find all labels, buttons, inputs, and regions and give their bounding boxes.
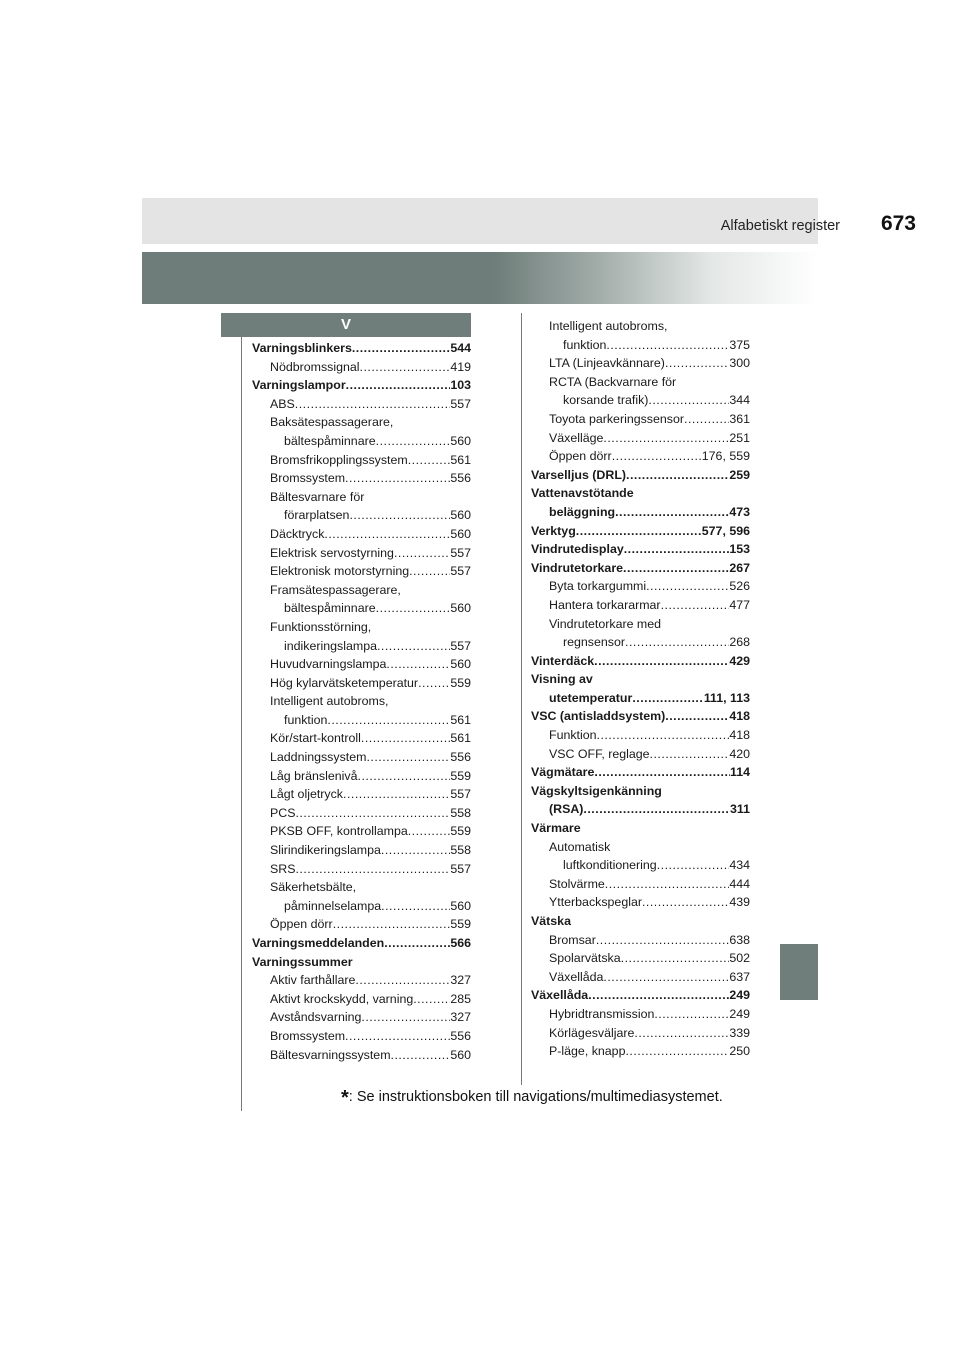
- index-entry: [531, 522, 750, 541]
- index-entry-page: 566: [450, 936, 471, 950]
- index-entry: [252, 432, 471, 451]
- index-entry-term: VSC OFF, reglage: [549, 746, 650, 761]
- dot-leader: [381, 897, 450, 916]
- index-entry-term: Varselljus (DRL): [531, 467, 627, 482]
- index-entry: [252, 729, 471, 748]
- dot-leader: [394, 544, 450, 563]
- index-entry: [531, 968, 750, 987]
- dot-leader: [612, 447, 702, 466]
- dot-leader: [376, 432, 451, 451]
- dot-leader: [409, 562, 450, 581]
- index-entry-term: Varningslampor: [252, 378, 346, 393]
- index-entry-page: 638: [729, 932, 750, 947]
- index-entry-page: 434: [729, 858, 750, 873]
- dot-leader: [343, 785, 450, 804]
- index-entry-page: 637: [729, 969, 750, 984]
- index-entry: [531, 670, 750, 689]
- index-entry-term: Funktionsstörning,: [270, 619, 372, 634]
- index-entry: [252, 395, 471, 414]
- index-entry-term: Öppen dörr: [270, 917, 333, 932]
- index-entry: [252, 748, 471, 767]
- index-entry: [252, 451, 471, 470]
- index-entry-term: Vindrutetorkare: [531, 560, 624, 575]
- dot-leader: [626, 466, 729, 485]
- index-entry: [531, 336, 750, 355]
- dot-leader: [642, 893, 729, 912]
- index-entry: [531, 633, 750, 652]
- dot-leader: [349, 506, 450, 525]
- dot-leader: [665, 707, 729, 726]
- index-entry-page: 103: [450, 378, 471, 393]
- index-entry: [252, 599, 471, 618]
- dot-leader: [594, 763, 730, 782]
- dot-leader: [324, 525, 450, 544]
- index-entry-term: beläggning: [549, 504, 616, 519]
- dot-leader: [355, 971, 450, 990]
- index-entry: [531, 726, 750, 745]
- index-entry: [252, 822, 471, 841]
- index-entry-term: Automatisk: [549, 839, 611, 854]
- index-entry-term: Säkerhetsbälte,: [270, 880, 357, 895]
- index-entry: [531, 1042, 750, 1061]
- dot-leader: [583, 800, 730, 819]
- index-entry-term: Växellåda: [549, 969, 604, 984]
- index-entry-term: ABS: [270, 396, 295, 411]
- dot-leader: [358, 767, 451, 786]
- index-entry: [531, 931, 750, 950]
- index-entry-term: Spolarvätska: [549, 951, 621, 966]
- index-column-left: [252, 339, 471, 1064]
- index-entry-term: Avståndsvarning: [270, 1010, 362, 1025]
- index-entry-page: 557: [450, 861, 471, 876]
- index-entry-page: 111, 113: [703, 690, 750, 705]
- index-entry-term: Laddningssystem: [270, 750, 367, 765]
- index-entry-page: 249: [729, 988, 750, 1003]
- index-entry-page: 251: [729, 430, 750, 445]
- index-entry-term: Hybridtransmission: [549, 1006, 655, 1021]
- index-entry-term: regnsensor: [563, 635, 625, 650]
- index-entry-page: 544: [450, 341, 471, 355]
- index-entry-page: 559: [450, 917, 471, 932]
- index-entry-page: 577, 596: [701, 523, 750, 538]
- index-entry-term: utetemperatur: [549, 690, 633, 705]
- index-entry: [531, 652, 750, 671]
- index-entry: [531, 373, 750, 392]
- index-entry-page: 560: [450, 526, 471, 541]
- index-entry: [531, 1005, 750, 1024]
- index-entry-page: 557: [450, 545, 471, 560]
- index-entry-term: Lågt oljetryck: [270, 787, 344, 802]
- index-entry: [252, 525, 471, 544]
- dot-leader: [413, 990, 450, 1009]
- index-entry-term: Aktiv farthållare: [270, 973, 356, 988]
- index-entry-term: Elektronisk motorstyrning: [270, 564, 410, 579]
- dot-leader: [648, 391, 729, 410]
- index-entry: [252, 711, 471, 730]
- index-entry: [252, 1027, 471, 1046]
- index-entry: [531, 689, 750, 708]
- dot-leader: [615, 503, 729, 522]
- dot-leader: [408, 822, 451, 841]
- index-entry-page: 250: [729, 1044, 750, 1059]
- index-entry-page: 418: [729, 709, 750, 724]
- index-entry-term: Vägskyltsigenkänning: [531, 783, 662, 798]
- index-entry: [252, 990, 471, 1009]
- index-entry: [252, 506, 471, 525]
- index-entry: [531, 391, 750, 410]
- index-entry-page: 267: [729, 560, 750, 575]
- dot-leader: [408, 451, 451, 470]
- dot-leader: [661, 596, 730, 615]
- index-entry-term: Varningssummer: [252, 954, 353, 969]
- dot-leader: [333, 915, 451, 934]
- header-gradient-bar: [142, 252, 818, 304]
- index-entry-term: Låg bränslenivå: [270, 768, 358, 783]
- index-entry-term: Vägmätare: [531, 765, 595, 780]
- index-entry: [252, 376, 471, 395]
- index-entry: [531, 800, 750, 819]
- dot-leader: [345, 469, 450, 488]
- index-entry-term: Stolvärme: [549, 876, 605, 891]
- dot-leader: [366, 748, 450, 767]
- index-entry: [252, 562, 471, 581]
- index-entry: [531, 559, 750, 578]
- dot-leader: [576, 522, 702, 541]
- index-entry: [252, 785, 471, 804]
- index-entry: [252, 618, 471, 637]
- dot-leader: [625, 1042, 729, 1061]
- dot-leader: [345, 1027, 450, 1046]
- index-entry-page: 559: [450, 824, 471, 839]
- index-entry-term: Körlägesväljare: [549, 1025, 635, 1040]
- index-entry-term: Varningsblinkers: [252, 341, 352, 355]
- index-entry-page: 559: [450, 675, 471, 690]
- index-entry-page: 556: [450, 1028, 471, 1043]
- index-entry-page: 560: [450, 601, 471, 616]
- index-entry: [252, 413, 471, 432]
- index-entry-page: 311: [730, 802, 750, 817]
- index-entry: [531, 466, 750, 485]
- dot-leader: [386, 655, 450, 674]
- dot-leader: [361, 729, 450, 748]
- index-entry-page: 473: [729, 504, 750, 519]
- dot-leader: [634, 1024, 729, 1043]
- dot-leader: [654, 1005, 729, 1024]
- index-entry: [531, 838, 750, 857]
- index-entry-page: 561: [450, 452, 471, 467]
- page-number: 673: [880, 212, 916, 235]
- index-entry-page: 561: [450, 712, 471, 727]
- index-entry-page: 176, 559: [701, 449, 750, 464]
- dot-leader: [684, 410, 729, 429]
- index-entry-term: Hantera torkararmar: [549, 597, 661, 612]
- index-entry-page: 560: [450, 1047, 471, 1062]
- column-divider: [521, 313, 522, 1085]
- dot-leader: [418, 674, 450, 693]
- index-entry-term: Däcktryck: [270, 526, 325, 541]
- index-entry-page: 114: [730, 765, 750, 780]
- index-entry: [252, 1046, 471, 1065]
- index-entry: [531, 447, 750, 466]
- index-entry: [531, 540, 750, 559]
- dot-leader: [623, 559, 729, 578]
- dot-leader: [603, 968, 729, 987]
- index-entry-term: Visning av: [531, 672, 593, 687]
- index-entry: [531, 875, 750, 894]
- index-entry-page: 153: [729, 542, 750, 557]
- index-entry-term: Baksätespassagerare,: [270, 415, 394, 430]
- index-entry: [252, 897, 471, 916]
- index-entry-term: Aktivt krockskydd, varning: [270, 991, 414, 1006]
- footnote-text: : Se instruktionsboken till navigations/multimediasystemet.: [348, 1089, 723, 1105]
- index-entry: [531, 354, 750, 373]
- index-entry-term: P-läge, knapp: [549, 1044, 626, 1059]
- dot-leader: [346, 376, 451, 395]
- index-entry: [252, 544, 471, 563]
- index-entry-page: 420: [729, 746, 750, 761]
- index-entry-term: påminnelselampa: [284, 898, 382, 913]
- index-entry-page: 560: [450, 657, 471, 672]
- index-entry-term: Byta torkargummi: [549, 579, 647, 594]
- index-entry-term: luftkonditionering: [563, 858, 657, 873]
- index-entry: [531, 819, 750, 838]
- index-entry-page: 560: [450, 898, 471, 913]
- index-entry-page: 559: [450, 768, 471, 783]
- index-entry: [531, 782, 750, 801]
- index-entry-page: 557: [450, 564, 471, 579]
- dot-leader: [391, 1046, 451, 1065]
- index-entry-term: Bältesvarningssystem: [270, 1047, 391, 1062]
- dot-leader: [665, 354, 729, 373]
- index-entry-page: 259: [729, 467, 750, 482]
- index-entry-term: LTA (Linjeavkännare): [549, 356, 665, 371]
- dot-leader: [352, 339, 450, 358]
- index-entry-page: 556: [450, 750, 471, 765]
- index-entry-page: 557: [450, 396, 471, 411]
- index-entry-term: Framsätespassagerare,: [270, 582, 401, 597]
- index-entry-page: 339: [729, 1025, 750, 1040]
- index-entry-term: Varningsmeddelanden: [252, 936, 385, 950]
- index-entry-term: Slirindikeringslampa: [270, 843, 381, 858]
- index-entry-term: bältespåminnare: [284, 433, 376, 448]
- dot-leader: [650, 745, 730, 764]
- index-entry-page: 557: [450, 638, 471, 653]
- dot-leader: [376, 599, 451, 618]
- index-entry: [252, 934, 471, 953]
- index-column-right: [531, 317, 750, 1061]
- index-entry: [531, 577, 750, 596]
- dot-leader: [360, 358, 451, 377]
- index-entry: [531, 596, 750, 615]
- index-entry: [531, 410, 750, 429]
- index-entry-term: funktion: [284, 712, 328, 727]
- index-entry-term: Ytterbackspeglar: [549, 895, 642, 910]
- dot-leader: [381, 841, 450, 860]
- dot-leader: [605, 875, 730, 894]
- index-entry-page: 444: [729, 876, 750, 891]
- index-entry-page: 249: [729, 1006, 750, 1021]
- index-entry: [531, 484, 750, 503]
- index-entry-page: 429: [729, 653, 750, 668]
- dot-leader: [384, 934, 450, 953]
- index-entry: [252, 581, 471, 600]
- index-entry-page: 557: [450, 787, 471, 802]
- index-entry: [252, 469, 471, 488]
- index-entry: [531, 707, 750, 726]
- index-entry-page: 560: [450, 433, 471, 448]
- index-entry-term: Bältesvarnare för: [270, 489, 365, 504]
- dot-leader: [624, 540, 730, 559]
- index-entry-term: Nödbromssignal: [270, 359, 360, 374]
- index-entry-term: Intelligent autobroms,: [270, 694, 389, 709]
- dot-leader: [327, 711, 450, 730]
- index-entry-term: SRS: [270, 861, 296, 876]
- index-entry-term: Intelligent autobroms,: [549, 319, 668, 333]
- index-entry: [252, 971, 471, 990]
- dot-leader: [657, 856, 730, 875]
- index-entry-term: Växellåda: [531, 988, 589, 1003]
- index-entry-page: 502: [729, 951, 750, 966]
- index-entry-page: 361: [729, 411, 750, 426]
- index-entry: [252, 692, 471, 711]
- index-entry-page: 526: [729, 579, 750, 594]
- dot-leader: [594, 652, 729, 671]
- footnote-asterisk: *: [341, 1087, 349, 1109]
- index-entry-term: Vätska: [531, 914, 571, 928]
- footnote: [341, 1087, 723, 1110]
- index-entry: [252, 767, 471, 786]
- index-entry: [531, 949, 750, 968]
- index-entry: [252, 674, 471, 693]
- index-entry-page: 558: [450, 843, 471, 858]
- index-entry-term: Vindrutetorkare med: [549, 616, 662, 631]
- index-entry: [252, 878, 471, 897]
- index-entry: [252, 339, 471, 358]
- index-entry: [531, 856, 750, 875]
- index-entry-term: korsande trafik): [563, 393, 649, 408]
- dot-leader: [377, 637, 450, 656]
- index-entry-term: Verktyg: [531, 523, 576, 538]
- dot-leader: [597, 726, 730, 745]
- index-entry-term: Elektrisk servostyrning: [270, 545, 394, 560]
- index-entry-term: bältespåminnare: [284, 601, 376, 616]
- index-entry: [531, 429, 750, 448]
- chapter-thumb-tab: [780, 944, 818, 1000]
- index-entry-term: Vindrutedisplay: [531, 542, 624, 557]
- index-entry: [531, 986, 750, 1005]
- index-entry: [252, 860, 471, 879]
- index-entry-page: 375: [729, 337, 750, 352]
- dot-leader: [646, 577, 729, 596]
- dot-leader: [295, 860, 450, 879]
- index-entry: [531, 912, 750, 931]
- index-entry-page: 558: [450, 805, 471, 820]
- index-entry: [531, 503, 750, 522]
- index-entry-page: 268: [729, 635, 750, 650]
- index-entry: [252, 915, 471, 934]
- dot-leader: [606, 336, 729, 355]
- dot-leader: [603, 429, 729, 448]
- index-entry-term: Funktion: [549, 728, 597, 743]
- index-entry: [531, 893, 750, 912]
- index-entry-page: 285: [450, 991, 471, 1006]
- index-entry-page: 419: [450, 359, 471, 374]
- index-entry-term: Kör/start-kontroll: [270, 731, 361, 746]
- index-entry: [531, 745, 750, 764]
- index-entry-term: Hög kylarvätsketemperatur: [270, 675, 419, 690]
- index-entry-term: VSC (antisladdsystem): [531, 709, 666, 724]
- header-band: [142, 198, 818, 244]
- index-entry-page: 439: [729, 895, 750, 910]
- dot-leader: [625, 633, 729, 652]
- index-entry: [531, 615, 750, 634]
- index-entry: [531, 317, 750, 336]
- index-entry-term: indikeringslampa: [284, 638, 377, 653]
- index-entry-page: 556: [450, 471, 471, 486]
- index-entry-page: 327: [450, 1010, 471, 1025]
- index-entry: [531, 1024, 750, 1043]
- index-entry-page: 418: [729, 728, 750, 743]
- index-entry-term: funktion: [563, 337, 607, 352]
- index-entry-term: PKSB OFF, kontrollampa: [270, 824, 408, 839]
- index-entry-term: Växelläge: [549, 430, 604, 445]
- index-entry: [252, 488, 471, 507]
- index-entry-term: Öppen dörr: [549, 449, 612, 464]
- dot-leader: [596, 931, 729, 950]
- dot-leader: [295, 395, 451, 414]
- index-entry-page: 560: [450, 508, 471, 523]
- index-entry-term: Toyota parkeringssensor: [549, 411, 684, 426]
- index-entry-page: 300: [729, 356, 750, 371]
- index-entry-term: Bromsfrikopplingssystem: [270, 452, 408, 467]
- index-entry: [252, 804, 471, 823]
- index-entry-page: 561: [450, 731, 471, 746]
- index-entry: [252, 358, 471, 377]
- index-entry-term: Bromssystem: [270, 1028, 346, 1043]
- index-entry-page: 344: [729, 393, 750, 408]
- index-entry: [252, 655, 471, 674]
- index-entry-term: RCTA (Backvarnare för: [549, 374, 677, 389]
- dot-leader: [621, 949, 730, 968]
- index-entry: [252, 637, 471, 656]
- index-entry-term: förarplatsen: [284, 508, 350, 523]
- page-header-title: Alfabetiskt register: [720, 218, 840, 234]
- index-entry-term: PCS: [270, 805, 296, 820]
- index-entry-term: Vinterdäck: [531, 653, 595, 668]
- index-entry-term: Vattenavstötande: [531, 486, 634, 501]
- index-entry: [252, 1008, 471, 1027]
- dot-leader: [295, 804, 450, 823]
- index-entry-page: 327: [450, 973, 471, 988]
- index-entry-term: Värmare: [531, 821, 581, 836]
- index-entry-page: 477: [729, 597, 750, 612]
- index-entry: [252, 953, 471, 972]
- index-entry: [252, 841, 471, 860]
- left-column-rule: [241, 336, 242, 1111]
- section-letter-heading: V: [221, 313, 471, 337]
- index-entry-term: (RSA): [549, 802, 584, 817]
- index-entry-term: Bromssystem: [270, 471, 346, 486]
- index-entry-term: Bromsar: [549, 932, 596, 947]
- dot-leader: [588, 986, 729, 1005]
- index-entry: [531, 763, 750, 782]
- dot-leader: [361, 1008, 450, 1027]
- index-entry-term: Huvudvarningslampa: [270, 657, 387, 672]
- dot-leader: [632, 689, 704, 708]
